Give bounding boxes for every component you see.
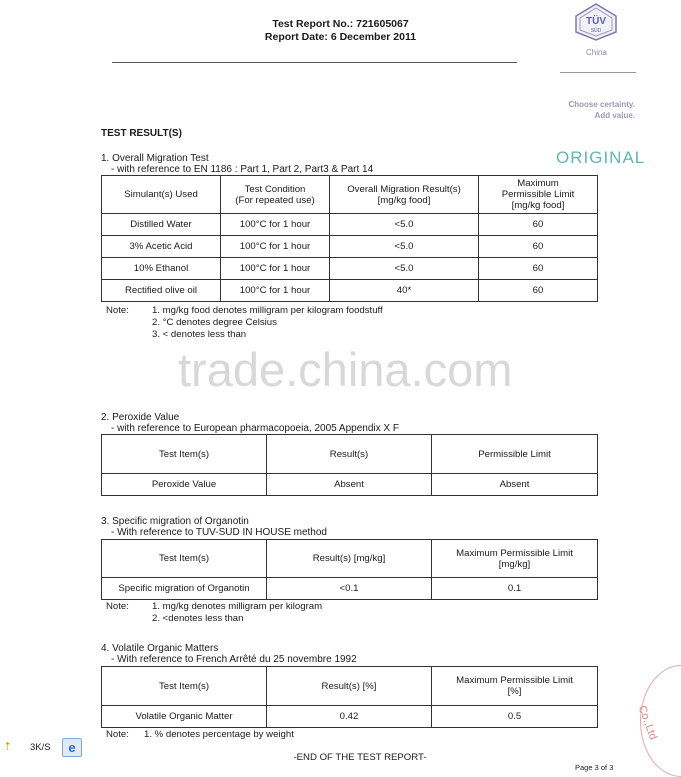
upload-arrow-icon: ⇡: [3, 741, 13, 753]
table-cell: <5.0: [330, 258, 479, 280]
section-title: TEST RESULT(S): [101, 128, 182, 139]
table-row: [102, 236, 598, 258]
table-cell: Absent: [432, 474, 598, 496]
table-cell: Absent: [267, 474, 432, 496]
s2-table: [101, 434, 598, 496]
s4-reference: - With reference to French Arrêté du 25 novembre 1992: [111, 654, 357, 665]
s4-title: 4. Volatile Organic Matters: [101, 643, 219, 654]
table-cell: Volatile Organic Matter: [102, 706, 267, 728]
s3-note-label: Note:: [106, 601, 129, 612]
table-header-cell: Maximum Permissible Limit [mg/kg]: [432, 540, 598, 578]
s4-note-1: 1. % denotes percentage by weight: [144, 729, 294, 740]
s1-note-2: 2. °C denotes degree Celsius: [152, 317, 277, 328]
table-header-cell: Overall Migration Result(s) [mg/kg food]: [330, 176, 479, 214]
table-cell: 40*: [330, 280, 479, 302]
table-header-cell: Test Condition (For repeated use): [221, 176, 330, 214]
browser-icon[interactable]: e: [62, 738, 82, 757]
s3-reference: - With reference to TUV-SUD IN HOUSE method: [111, 527, 327, 538]
header-rule: [112, 62, 517, 63]
report-number: Test Report No.: 721605067: [272, 18, 409, 30]
s3-title: 3. Specific migration of Organotin: [101, 516, 249, 527]
taskbar: [0, 736, 90, 758]
table-cell: Rectified olive oil: [102, 280, 221, 302]
s1-title: 1. Overall Migration Test: [101, 153, 209, 164]
end-of-report: -END OF THE TEST REPORT-: [293, 752, 427, 763]
logo-sub: SÜD: [590, 28, 602, 34]
table-cell: 60: [479, 214, 598, 236]
table-header-cell: Test Item(s): [102, 435, 267, 474]
seal-text: Co.,Ltd: [635, 704, 660, 742]
table-cell: <5.0: [330, 214, 479, 236]
table-row: [102, 280, 598, 302]
s1-note-label: Note:: [106, 305, 129, 316]
table-header-row: [102, 176, 598, 214]
s2-reference: - with reference to European pharmacopoeia, 2005 Appendix X F: [111, 423, 399, 434]
logo-rule: [560, 72, 636, 73]
table-header-cell: Result(s) [%]: [267, 667, 432, 706]
table-header-cell: Permissible Limit: [432, 435, 598, 474]
table-row: [102, 258, 598, 280]
table-header-cell: Simulant(s) Used: [102, 176, 221, 214]
table-cell: 3% Acetic Acid: [102, 236, 221, 258]
table-header-cell: Result(s): [267, 435, 432, 474]
table-cell: 100°C for 1 hour: [221, 236, 330, 258]
s3-table: [101, 539, 598, 600]
s1-table: [101, 175, 598, 302]
table-row: [102, 474, 598, 496]
table-header-row: [102, 435, 598, 474]
table-header-cell: Test Item(s): [102, 540, 267, 578]
report-date: Report Date: 6 December 2011: [264, 31, 417, 43]
logo-brand: TÜV: [586, 16, 606, 27]
table-cell: Peroxide Value: [102, 474, 267, 496]
table-header-cell: Maximum Permissible Limit [%]: [432, 667, 598, 706]
s4-note-label: Note:: [106, 729, 129, 740]
table-cell: 60: [479, 258, 598, 280]
table-header-row: [102, 667, 598, 706]
table-header-cell: Test Item(s): [102, 667, 267, 706]
s3-note-2: 2. <denotes less than: [152, 613, 244, 624]
s2-title: 2. Peroxide Value: [101, 412, 180, 423]
table-cell: 10% Ethanol: [102, 258, 221, 280]
logo-country: China: [586, 48, 607, 57]
table-header-row: [102, 540, 598, 578]
table-header-cell: Result(s) [mg/kg]: [267, 540, 432, 578]
network-speed: 3K/S: [30, 742, 51, 753]
table-cell: Specific migration of Organotin: [102, 578, 267, 600]
s1-note-3: 3. < denotes less than: [152, 329, 247, 340]
table-row: [102, 706, 598, 728]
watermark: trade.china.com: [178, 343, 513, 396]
table-header-cell: Maximum Permissible Limit [mg/kg food]: [479, 176, 598, 214]
table-row: [102, 214, 598, 236]
table-cell: 100°C for 1 hour: [221, 280, 330, 302]
s4-table: [101, 666, 598, 728]
table-cell: Distilled Water: [102, 214, 221, 236]
table-cell: 0.42: [267, 706, 432, 728]
s3-note-1: 1. mg/kg denotes milligram per kilogram: [152, 601, 323, 612]
table-cell: 0.1: [432, 578, 598, 600]
page-number: Page 3 of 3: [575, 763, 614, 772]
table-row: [102, 578, 598, 600]
table-cell: <0.1: [267, 578, 432, 600]
slogan-line-2: Add value.: [594, 111, 635, 120]
table-cell: 60: [479, 236, 598, 258]
original-stamp: ORIGINAL: [556, 148, 646, 167]
table-cell: 60: [479, 280, 598, 302]
table-cell: 0.5: [432, 706, 598, 728]
table-cell: <5.0: [330, 236, 479, 258]
slogan-line-1: Choose certainty.: [568, 100, 635, 109]
s1-reference: - with reference to EN 1186 : Part 1, Part 2, Part3 & Part 14: [111, 164, 374, 175]
s1-note-1: 1. mg/kg food denotes milligram per kilogram foodstuff: [152, 305, 383, 316]
table-cell: 100°C for 1 hour: [221, 214, 330, 236]
table-cell: 100°C for 1 hour: [221, 258, 330, 280]
tuv-logo-icon: [572, 2, 620, 42]
